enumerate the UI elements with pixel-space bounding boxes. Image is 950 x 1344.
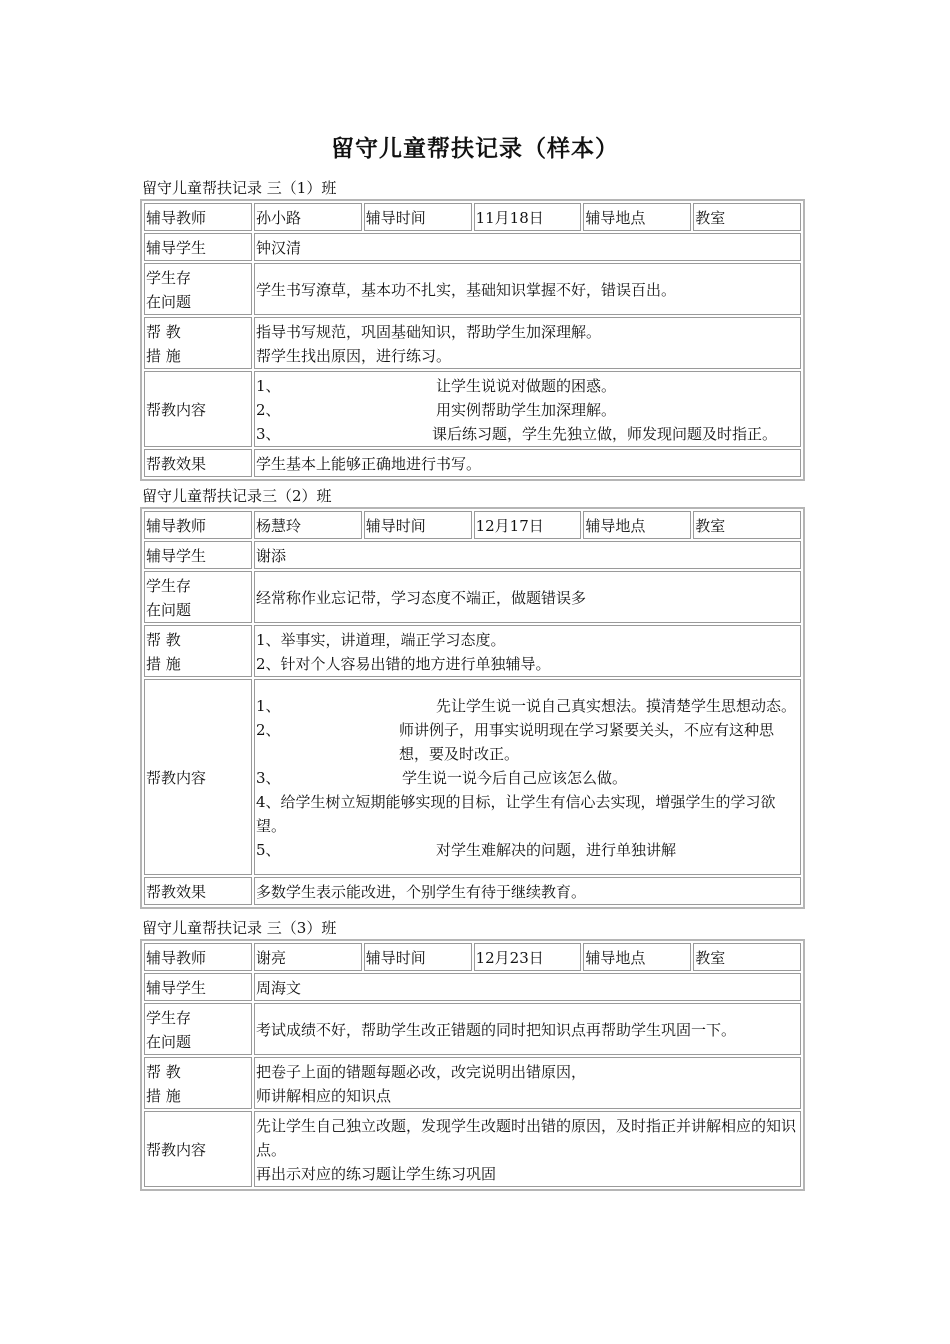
content-item: 3、 学生说一说今后自己应该怎么做。 (256, 768, 628, 787)
time-label: 辅导时间 (364, 511, 472, 539)
place-label: 辅导地点 (583, 511, 691, 539)
measures-label: 帮 教 措 施 (144, 625, 252, 677)
content-label: 帮教内容 (144, 1111, 252, 1187)
content-item: 4、给学生树立短期能够实现的目标，让学生有信心去实现，增强学生的学习欲望。 (256, 792, 776, 835)
content-item: 2、 师讲例子，用事实说明现在学习紧要关头，不应有这种思想，要及时改正。 (256, 720, 775, 763)
content-value (254, 679, 801, 875)
teacher-value: 孙小路 (254, 203, 362, 231)
record-table (140, 199, 805, 481)
teacher-label: 辅导教师 (144, 203, 252, 231)
problem-label: 学生存 在问题 (144, 1003, 252, 1055)
effect-value: 学生基本上能够正确地进行书写。 (254, 449, 801, 477)
time-label: 辅导时间 (364, 203, 472, 231)
content-item: 1、 先让学生说一说自己真实想法。摸清楚学生思想动态。 (256, 696, 797, 715)
teacher-value: 杨慧玲 (254, 511, 362, 539)
content-item: 5、 对学生难解决的问题，进行单独讲解 (256, 840, 677, 859)
place-label: 辅导地点 (583, 943, 691, 971)
student-label: 辅导学生 (144, 233, 252, 261)
problem-value: 经常称作业忘记带，学习态度不端正，做题错误多 (254, 571, 801, 623)
problem-value: 考试成绩不好，帮助学生改正错题的同时把知识点再帮助学生巩固一下。 (254, 1003, 801, 1055)
measures-label: 帮 教 措 施 (144, 317, 252, 369)
record-table (140, 507, 805, 909)
place-label: 辅导地点 (583, 203, 691, 231)
time-value: 12月23日 (474, 943, 582, 971)
place-value: 教室 (693, 511, 801, 539)
problem-value: 学生书写潦草，基本功不扎实，基础知识掌握不好，错误百出。 (254, 263, 801, 315)
problem-label: 学生存 在问题 (144, 263, 252, 315)
time-label: 辅导时间 (364, 943, 472, 971)
effect-value: 多数学生表示能改进，个别学生有待于继续教育。 (254, 877, 801, 905)
record-caption: 留守儿童帮扶记录 三（1）班 (142, 179, 337, 197)
teacher-value: 谢亮 (254, 943, 362, 971)
content-label: 帮教内容 (144, 679, 252, 875)
student-label: 辅导学生 (144, 541, 252, 569)
content-item: 3、 课后练习题，学生先独立做，师发现问题及时指正。 (256, 424, 778, 443)
measures-value: 把卷子上面的错题每题必改，改完说明出错原因， 师讲解相应的知识点 (254, 1057, 801, 1109)
effect-label: 帮教效果 (144, 877, 252, 905)
time-value: 11月18日 (474, 203, 582, 231)
place-value: 教室 (693, 203, 801, 231)
record-caption: 留守儿童帮扶记录 三（3）班 (142, 919, 337, 937)
teacher-label: 辅导教师 (144, 943, 252, 971)
effect-label: 帮教效果 (144, 449, 252, 477)
place-value: 教室 (693, 943, 801, 971)
record-table (140, 939, 805, 1191)
content-value: 先让学生自己独立改题，发现学生改题时出错的原因，及时指正并讲解相应的知识点。 再出示对应的练习题让学生练习巩固 (254, 1111, 801, 1187)
content-label: 帮教内容 (144, 371, 252, 447)
page-title: 留守儿童帮扶记录（样本） (331, 135, 619, 162)
time-value: 12月17日 (474, 511, 582, 539)
record-caption: 留守儿童帮扶记录三（2）班 (142, 487, 332, 505)
measures-label: 帮 教 措 施 (144, 1057, 252, 1109)
content-item: 1、 让学生说说对做题的困惑。 (256, 376, 617, 395)
problem-label: 学生存 在问题 (144, 571, 252, 623)
measures-value: 指导书写规范，巩固基础知识，帮助学生加深理解。 帮学生找出原因，进行练习。 (254, 317, 801, 369)
teacher-label: 辅导教师 (144, 511, 252, 539)
content-item: 2、 用实例帮助学生加深理解。 (256, 400, 617, 419)
student-value: 周海文 (254, 973, 801, 1001)
student-value: 钟汉清 (254, 233, 801, 261)
student-label: 辅导学生 (144, 973, 252, 1001)
student-value: 谢添 (254, 541, 801, 569)
content-value (254, 371, 801, 447)
measures-value: 1、举事实，讲道理，端正学习态度。 2、针对个人容易出错的地方进行单独辅导。 (254, 625, 801, 677)
